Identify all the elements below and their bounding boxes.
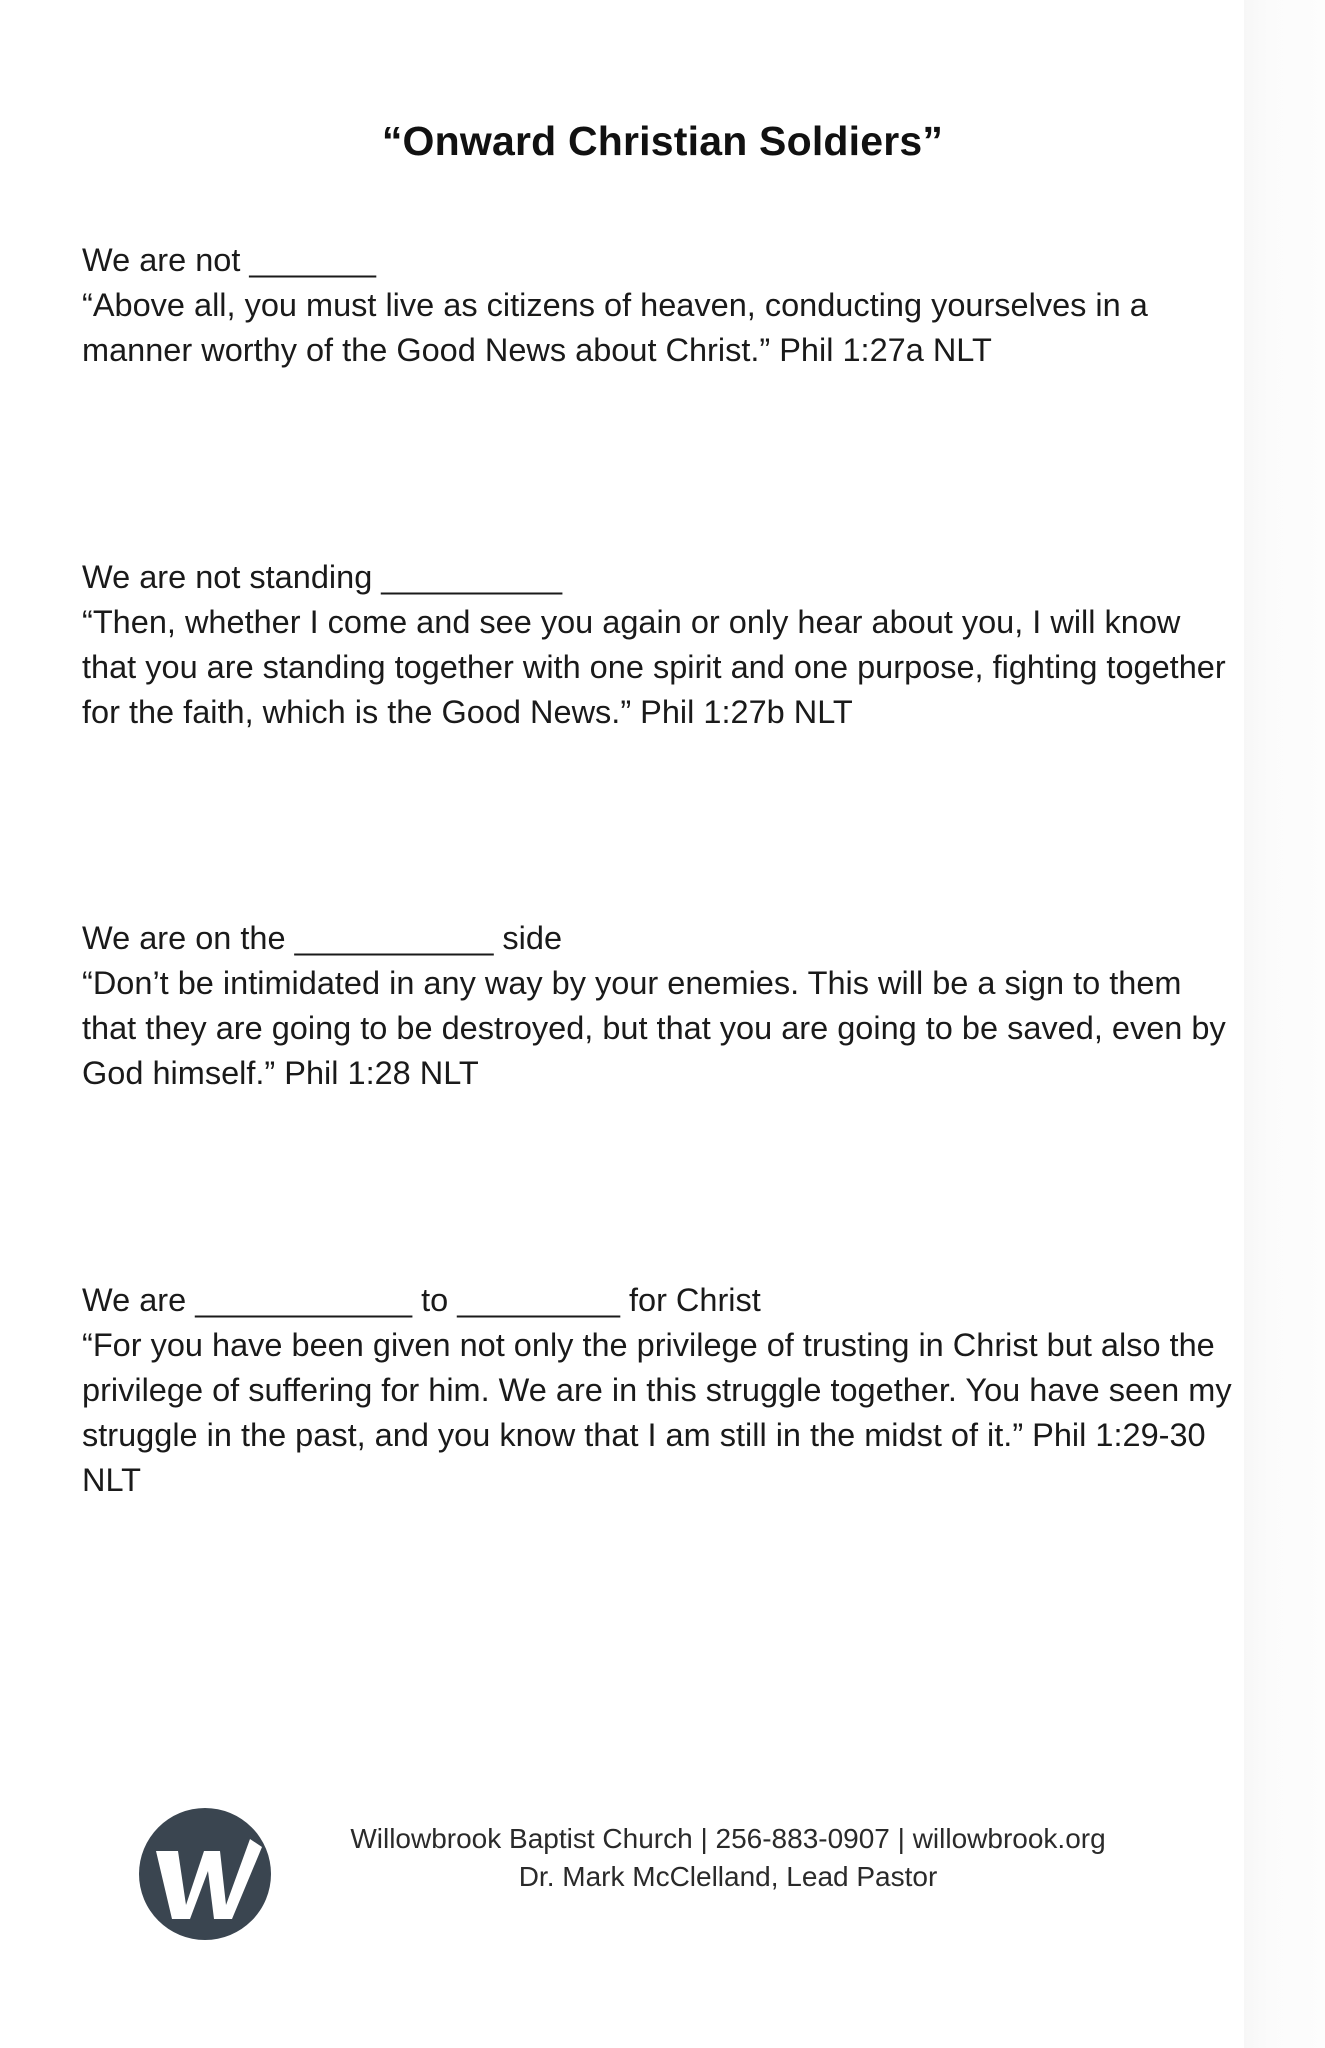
section-citizens [82, 238, 1232, 373]
scripture-verse: “Then, whether I come and see you again or only hear about you, I will know that you are standing together with one spirit and one purpose, fighting together for the faith, which is the Good News.” Phil 1:27b NLT [82, 604, 1226, 730]
fill-in-prompt: We are not _______ [82, 242, 376, 278]
section-standing [82, 555, 1232, 735]
pastor-name: Dr. Mark McClelland, Lead Pastor [518, 1861, 938, 1892]
scripture-verse: “For you have been given not only the privilege of trusting in Christ but also the privilege of suffering for him. We are in this struggle together. You have seen my struggle in the past, and you know that I am still in the midst of it.” Phil 1:29-30 NLT [82, 1327, 1232, 1498]
fill-in-prompt: We are on the ___________ side [82, 920, 563, 956]
scripture-verse: “Above all, you must live as citizens of heaven, conducting yourselves in a manner worthy of the Good News about Christ.” Phil 1:27a NLT [82, 287, 1148, 368]
page-title: “Onward Christian Soldiers” [381, 118, 944, 164]
page-edge [1244, 0, 1325, 2048]
section-side [82, 916, 1232, 1096]
fill-in-prompt: We are ____________ to _________ for Christ [82, 1282, 761, 1318]
scripture-verse: “Don’t be intimidated in any way by your enemies. This will be a sign to them that they are going to be destroyed, but that you are going to be saved, even by God himself.” Phil 1:28 NLT [82, 965, 1226, 1091]
church-info: Willowbrook Baptist Church | 256-883-0907 | willowbrook.org [350, 1823, 1106, 1854]
footer-contact [258, 1820, 1198, 1896]
section-for-christ [82, 1278, 1232, 1503]
fill-in-prompt: We are not standing __________ [82, 559, 563, 595]
willowbrook-w-logo-icon [138, 1807, 272, 1941]
